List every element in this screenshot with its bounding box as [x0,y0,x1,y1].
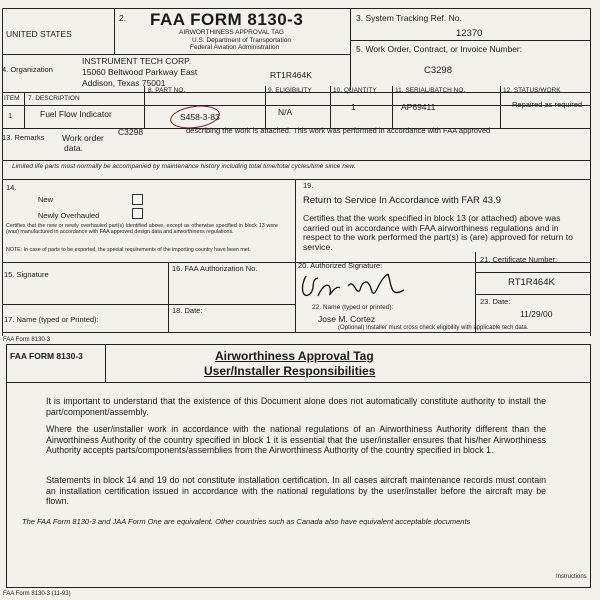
block15-label: 15. Signature [4,270,49,279]
overhauled-label: Newly Overhauled [38,211,100,220]
block23-label: 23. Date: [480,297,511,306]
org-name: INSTRUMENT TECH CORP. [82,56,192,66]
block4-label: 4. Organization [2,65,53,74]
tracking-ref: 12370 [456,28,483,39]
responsibility-paragraph-3: Statements in block 14 and 19 do not constitute installation certification. In all cases aircraft maintenance records must contain an installation certification issued in accordance with the national regulations by the user/installer before the aircraft may be flown. [46,475,546,507]
remarks-label: 13. Remarks [2,133,45,142]
block19-label: 19. [303,181,314,190]
item-part-no: S458-3-83 [180,112,220,122]
col-part-no: 8. PART NO. [148,87,186,94]
overhauled-checkbox[interactable] [132,208,143,219]
new-checkbox[interactable] [132,194,143,205]
form-title: FAA FORM 8130-3 [150,10,304,29]
equivalence-note: The FAA Form 8130-3 and JAA Form One are equivalent. Other countries such as Canada also have equivalent acceptable documents [22,517,471,526]
form-ref-top: FAA Form 8130-3 [3,337,51,343]
remarks-work-order: C3298 [118,127,144,137]
block14-label: 14. [6,183,17,192]
new-label: New [38,195,54,204]
col-quantity: 10. QUANTITY [333,87,377,94]
block18-label: 18. Date: [172,306,203,315]
form-subtitle-3: Federal Aviation Administration [190,44,280,51]
optional-note: (Optional) Installer must cross check eligibility with applicable tech data. [338,325,529,331]
signature-date: 11/29/00 [520,309,553,319]
authorized-signature [296,268,414,306]
remarks-line-2: describing the work is attached. This work was performed in accordance with FAA approved [186,126,491,135]
org-address-1: 15060 Beltwood Parkway East [82,67,198,77]
certificate-number: RT1R464K [508,277,555,288]
item-status: Repaired as required [512,100,583,109]
block3-label: 3. System Tracking Ref. No. [356,13,462,23]
remarks-line-3: data. [64,143,83,153]
lower-form-number: FAA FORM 8130-3 [10,351,83,361]
limited-life-note: Limited life parts must normally be accompanied by maintenance history including total time/total cycles/time since new. [12,163,356,170]
form-subtitle-1: AIRWORTHINESS APPROVAL TAG [179,29,284,36]
block5-label: 5. Work Order, Contract, or Invoice Number: [356,44,523,54]
block21-label: 21. Certificate Number: [480,255,558,264]
col-item: ITEM [4,95,20,102]
block14-note: NOTE: In case of parts to be exported, the special requirements of the importing country have been met. [6,247,251,253]
remarks-line-1: Work order [62,133,104,143]
work-order-number: C3298 [424,65,452,76]
item-quantity: 1 [351,102,356,112]
footer-form: FAA Form 8130-3 (11-93) [3,591,71,597]
item-description: Fuel Flow Indicator [40,109,112,119]
footer-instructions: Instructions [556,574,587,580]
responsibility-paragraph-2: Where the user/installer work in accordance with the national regulations of an Airworthiness Authority different than the Airworthiness Authority of the country specified in block 1 it is essential that the user/installer ensures that his/her Airworthiness Authority accepts parts/components/assemblies from the Airworthiness Authority of the country specified in block 1. [46,424,546,456]
col-serial: 11. SERIAL/BATCH NO. [395,87,466,94]
item-number: 1 [8,111,13,120]
col-status: 12. STATUS/WORK [503,87,561,94]
country: UNITED STATES [6,29,72,39]
lower-title-2: User/Installer Responsibilities [204,364,376,378]
block20-label: 20. Authorized Signature: [298,261,383,270]
return-to-service: Return to Service In Accordance with FAR 43.9 [303,195,502,206]
col-description: 7. DESCRIPTION [28,95,80,102]
block19-certification: Certifies that the work specified in block 13 (or attached) above was carried out in accordance with FAA airworthiness regulations and in respect to the work performed the part(s) is (are) approved for return to service. [303,213,573,252]
signer-name: Jose M. Cortez [318,314,376,324]
col-eligibility: 9. ELIGIBILITY [268,87,312,94]
org-address-2: Addison, Texas 75001 [82,78,166,88]
form-subtitle-2: U.S. Department of Transportation [192,37,291,44]
block14-certification: Certifies that the new or newly overhauled part(s) identified above, except as otherwise specified in block 13 were (was) manufactured in accordance with FAA approved design data and airworthiness regulations. [6,223,278,236]
item-eligibility: N/A [278,107,293,117]
lower-title-1: Airworthiness Approval Tag [215,349,374,363]
block2-number: 2. [119,13,127,23]
responsibility-paragraph-1: It is important to understand that the existence of this Document alone does not automatically constitute authority to install the part/component/assembly. [46,396,546,417]
block22-label: 22. Name (typed or printed): [312,304,394,311]
block17-label: 17. Name (typed or Printed): [4,315,99,324]
org-ref: RT1R464K [270,70,312,80]
block16-label: 16. FAA Authorization No. [172,264,258,273]
item-serial: AP69411 [401,102,436,112]
